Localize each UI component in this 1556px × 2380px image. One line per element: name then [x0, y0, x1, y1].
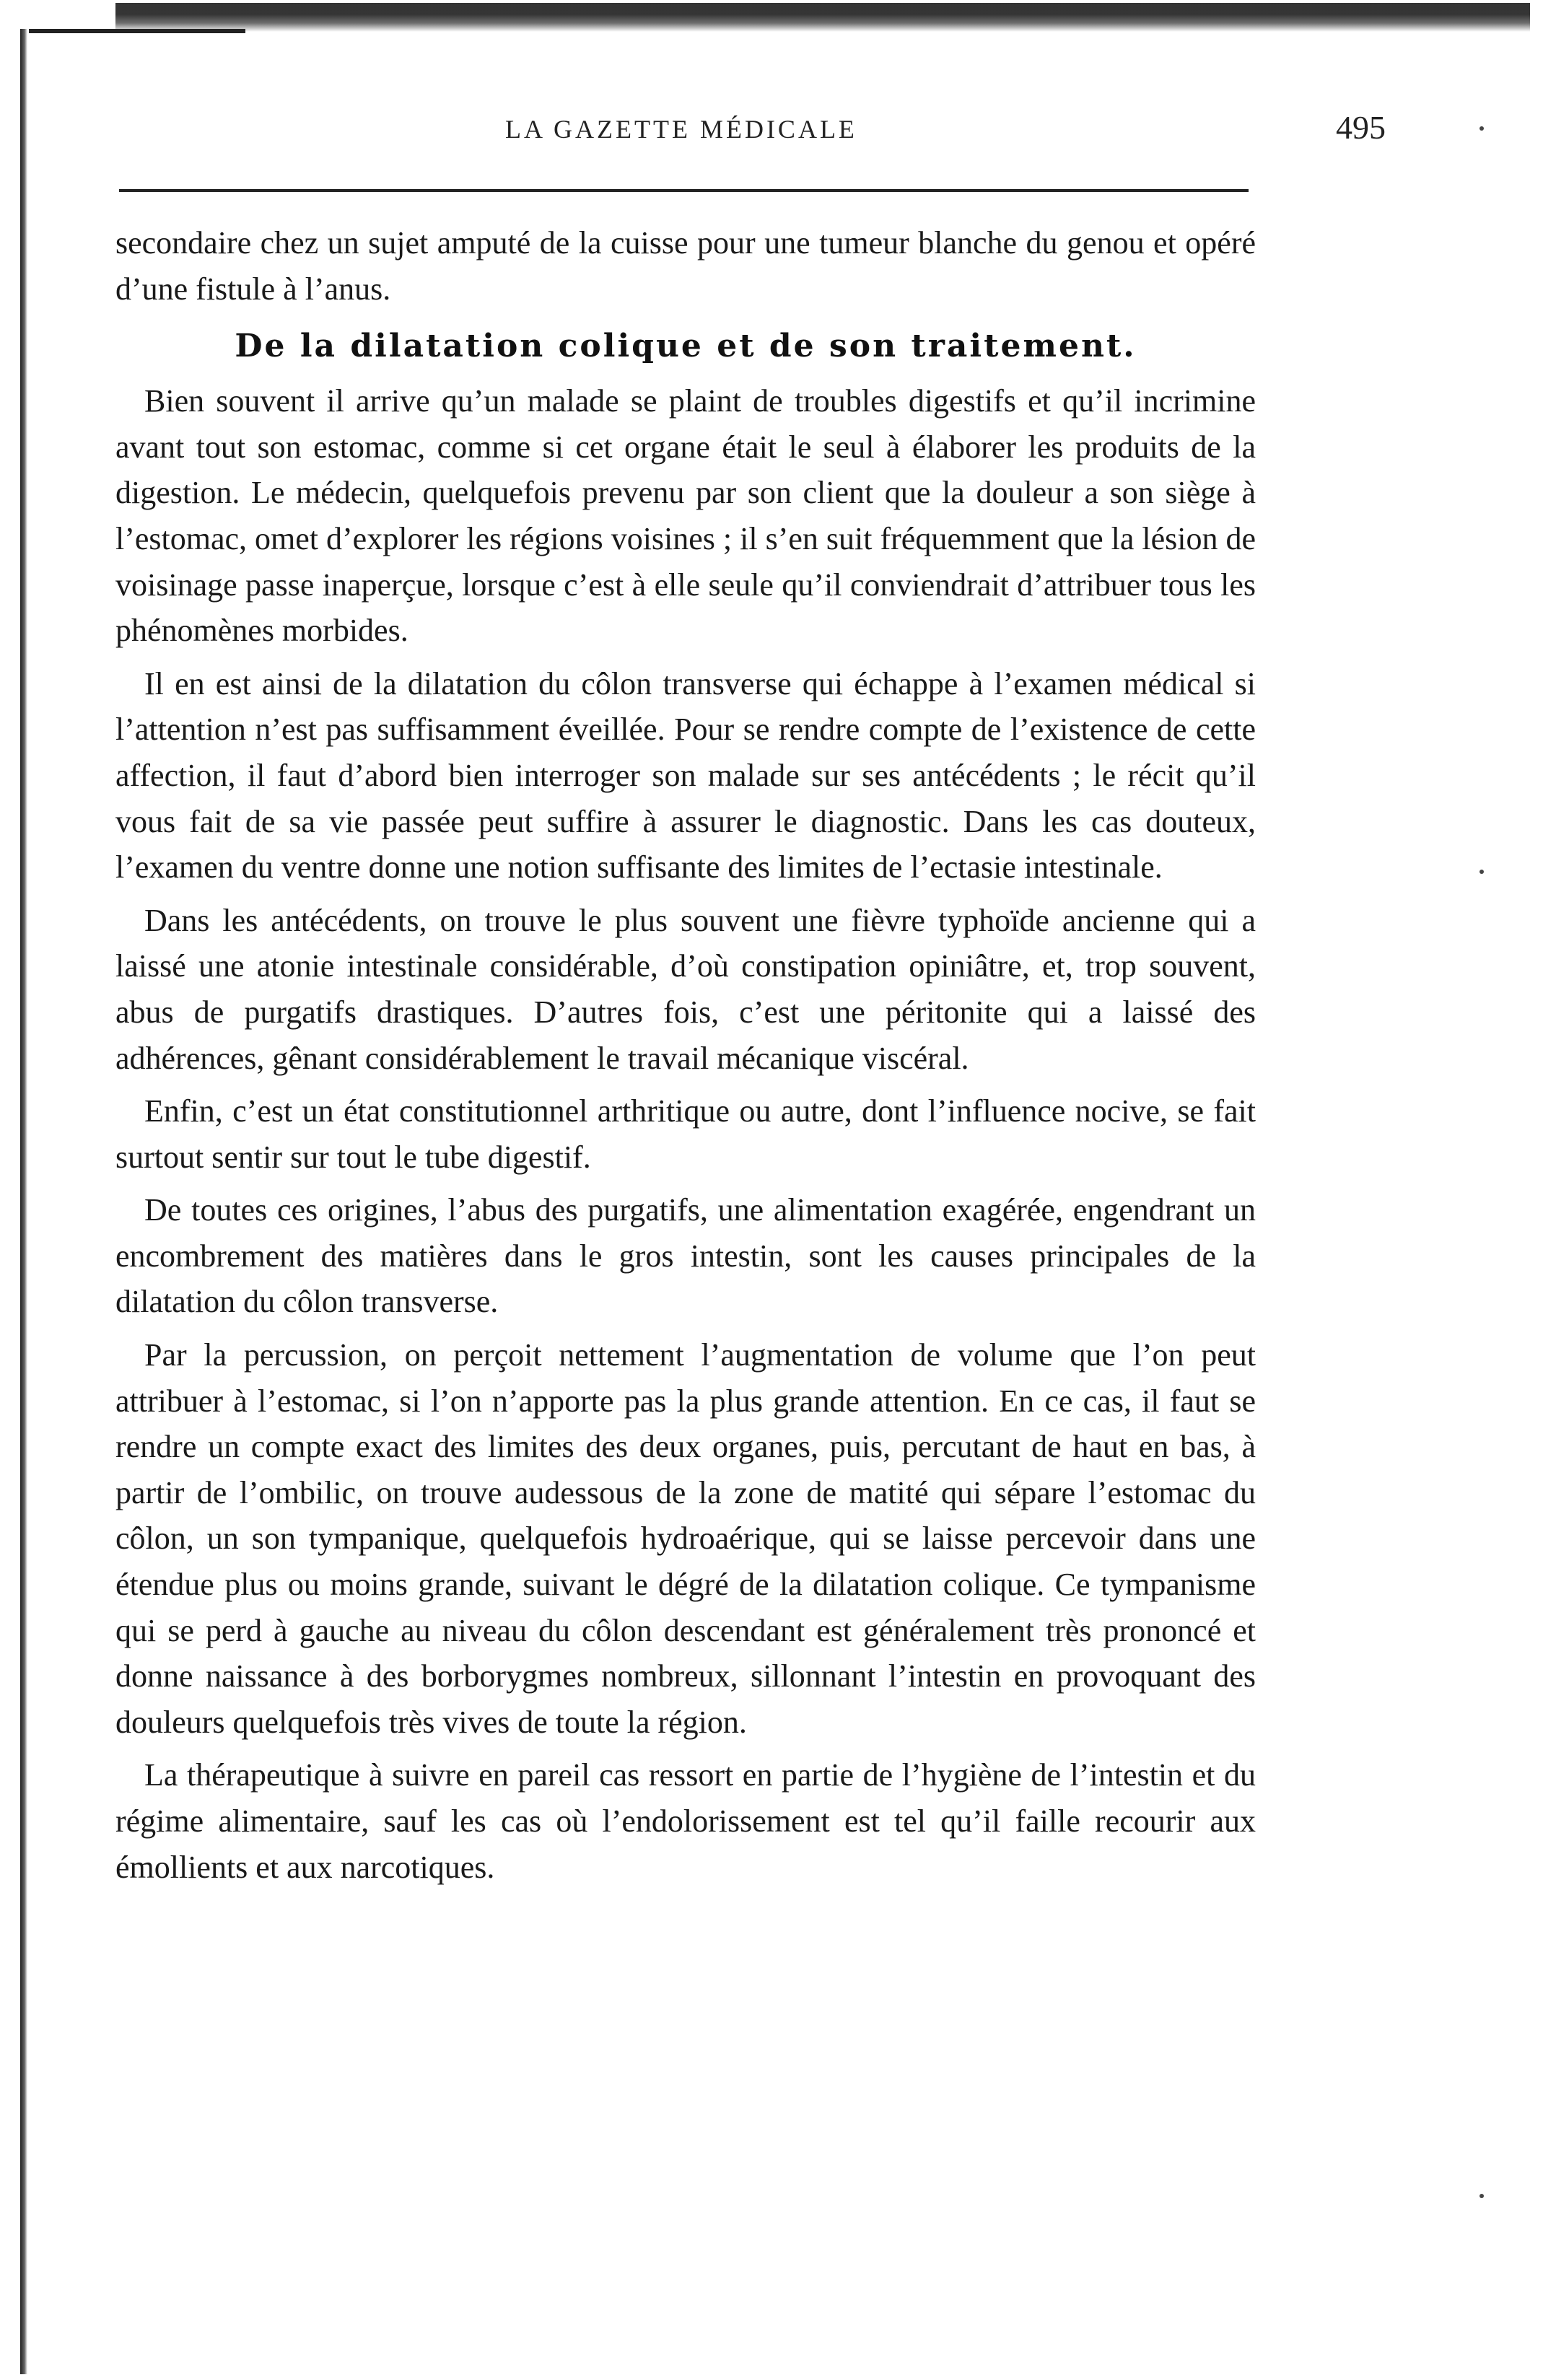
paragraph: La thérapeutique à suivre en pareil cas ressort en partie de l’hygiène de l’intestin et du régime alimentaire, sauf les cas où l’endolorissement est tel qu’il faille recourir aux émollients et aux narcotiques.: [115, 1757, 1256, 1885]
opening-fragment: secondaire chez un sujet amputé de la cuisse pour une tumeur blanche du genou et opéré d’une fistule à l’anus.: [115, 225, 1256, 307]
scan-top-border: [115, 3, 1530, 32]
scan-binding-edge: [20, 29, 27, 2374]
paragraph: Il en est ainsi de la dilatation du côlon transverse qui échappe à l’examen médical si l’attention n’est pas suffisamment éveillée. Pour se rendre compte de l’existence de cette affection, il faut d’abord bien interroger son malade sur ses antécédents ; le récit qu’il vous fait de sa vie passée peut suffire à assurer le diagnostic. Dans les cas douteux, l’examen du ventre donne une notion suffisante des limites de l’ectasie intestinale.: [115, 665, 1256, 885]
scan-top-border-fade: [29, 29, 245, 33]
page-number: 495: [1336, 109, 1386, 146]
header-rule: [119, 189, 1249, 192]
running-title: LA GAZETTE MÉDICALE: [505, 115, 857, 144]
paragraph: Par la percussion, on perçoit nettement l’augmentation de volume que l’on peut attribuer à l’estomac, si l’on n’apporte pas la plus grande attention. En ce cas, il faut se rendre un compte exact des limites des deux organes, puis, percutant de haut en bas, à partir de l’ombilic, on trouve audessous de la zone de matité qui sépare l’estomac du côlon, un son tympanique, quelquefois hydroaérique, qui se laisse percevoir dans une étendue plus ou moins grande, suivant le dégré de la dilatation colique. Ce tympanisme qui se perd à gauche au niveau du côlon descendant est généralement très prononcé et donne naissance à des borborygmes nombreux, sillonnant l’intestin en provoquant des douleurs quelquefois très vives de toute la région.: [115, 1337, 1256, 1740]
section-heading: De la dilatation colique et de son traitement.: [235, 328, 1137, 365]
paragraph: De toutes ces origines, l’abus des purgatifs, une alimentation exagérée, engendrant un encombrement des matières dans le gros intestin, sont les causes principales de la dilatation du côlon transverse.: [115, 1192, 1256, 1320]
paragraph: Dans les antécédents, on trouve le plus souvent une fièvre typhoïde ancienne qui a laissé une atonie intestinale considérable, d’où constipation opiniâtre, et, trop souvent, abus de purgatifs drastiques. D’autres fois, c’est une péritonite qui a laissé des adhérences, gênant considérablement le travail mécanique viscéral.: [115, 902, 1256, 1076]
running-head: [123, 108, 1479, 159]
paragraph: Bien souvent il arrive qu’un malade se plaint de troubles digestifs et qu’il incrimine avant tout son estomac, comme si cet organe était le seul à élaborer les produits de la digestion. Le médecin, quelquefois prevenu par son client que la douleur a son siège à l’estomac, omet d’explorer les régions voisines ; il s’en suit fréquemment que la lésion de voisinage passe inaperçue, lorsque c’est à elle seule qu’il conviendrait d’attribuer tous les phénomènes morbides.: [115, 383, 1256, 649]
paragraph: Enfin, c’est un état constitutionnel arthritique ou autre, dont l’influence nocive, se fait surtout sentir sur tout le tube digestif.: [115, 1093, 1256, 1175]
article-body: [115, 220, 1256, 1890]
scan-speck: [1479, 2194, 1484, 2198]
scan-speck: [1479, 870, 1484, 874]
scan-speck: [1479, 126, 1484, 131]
